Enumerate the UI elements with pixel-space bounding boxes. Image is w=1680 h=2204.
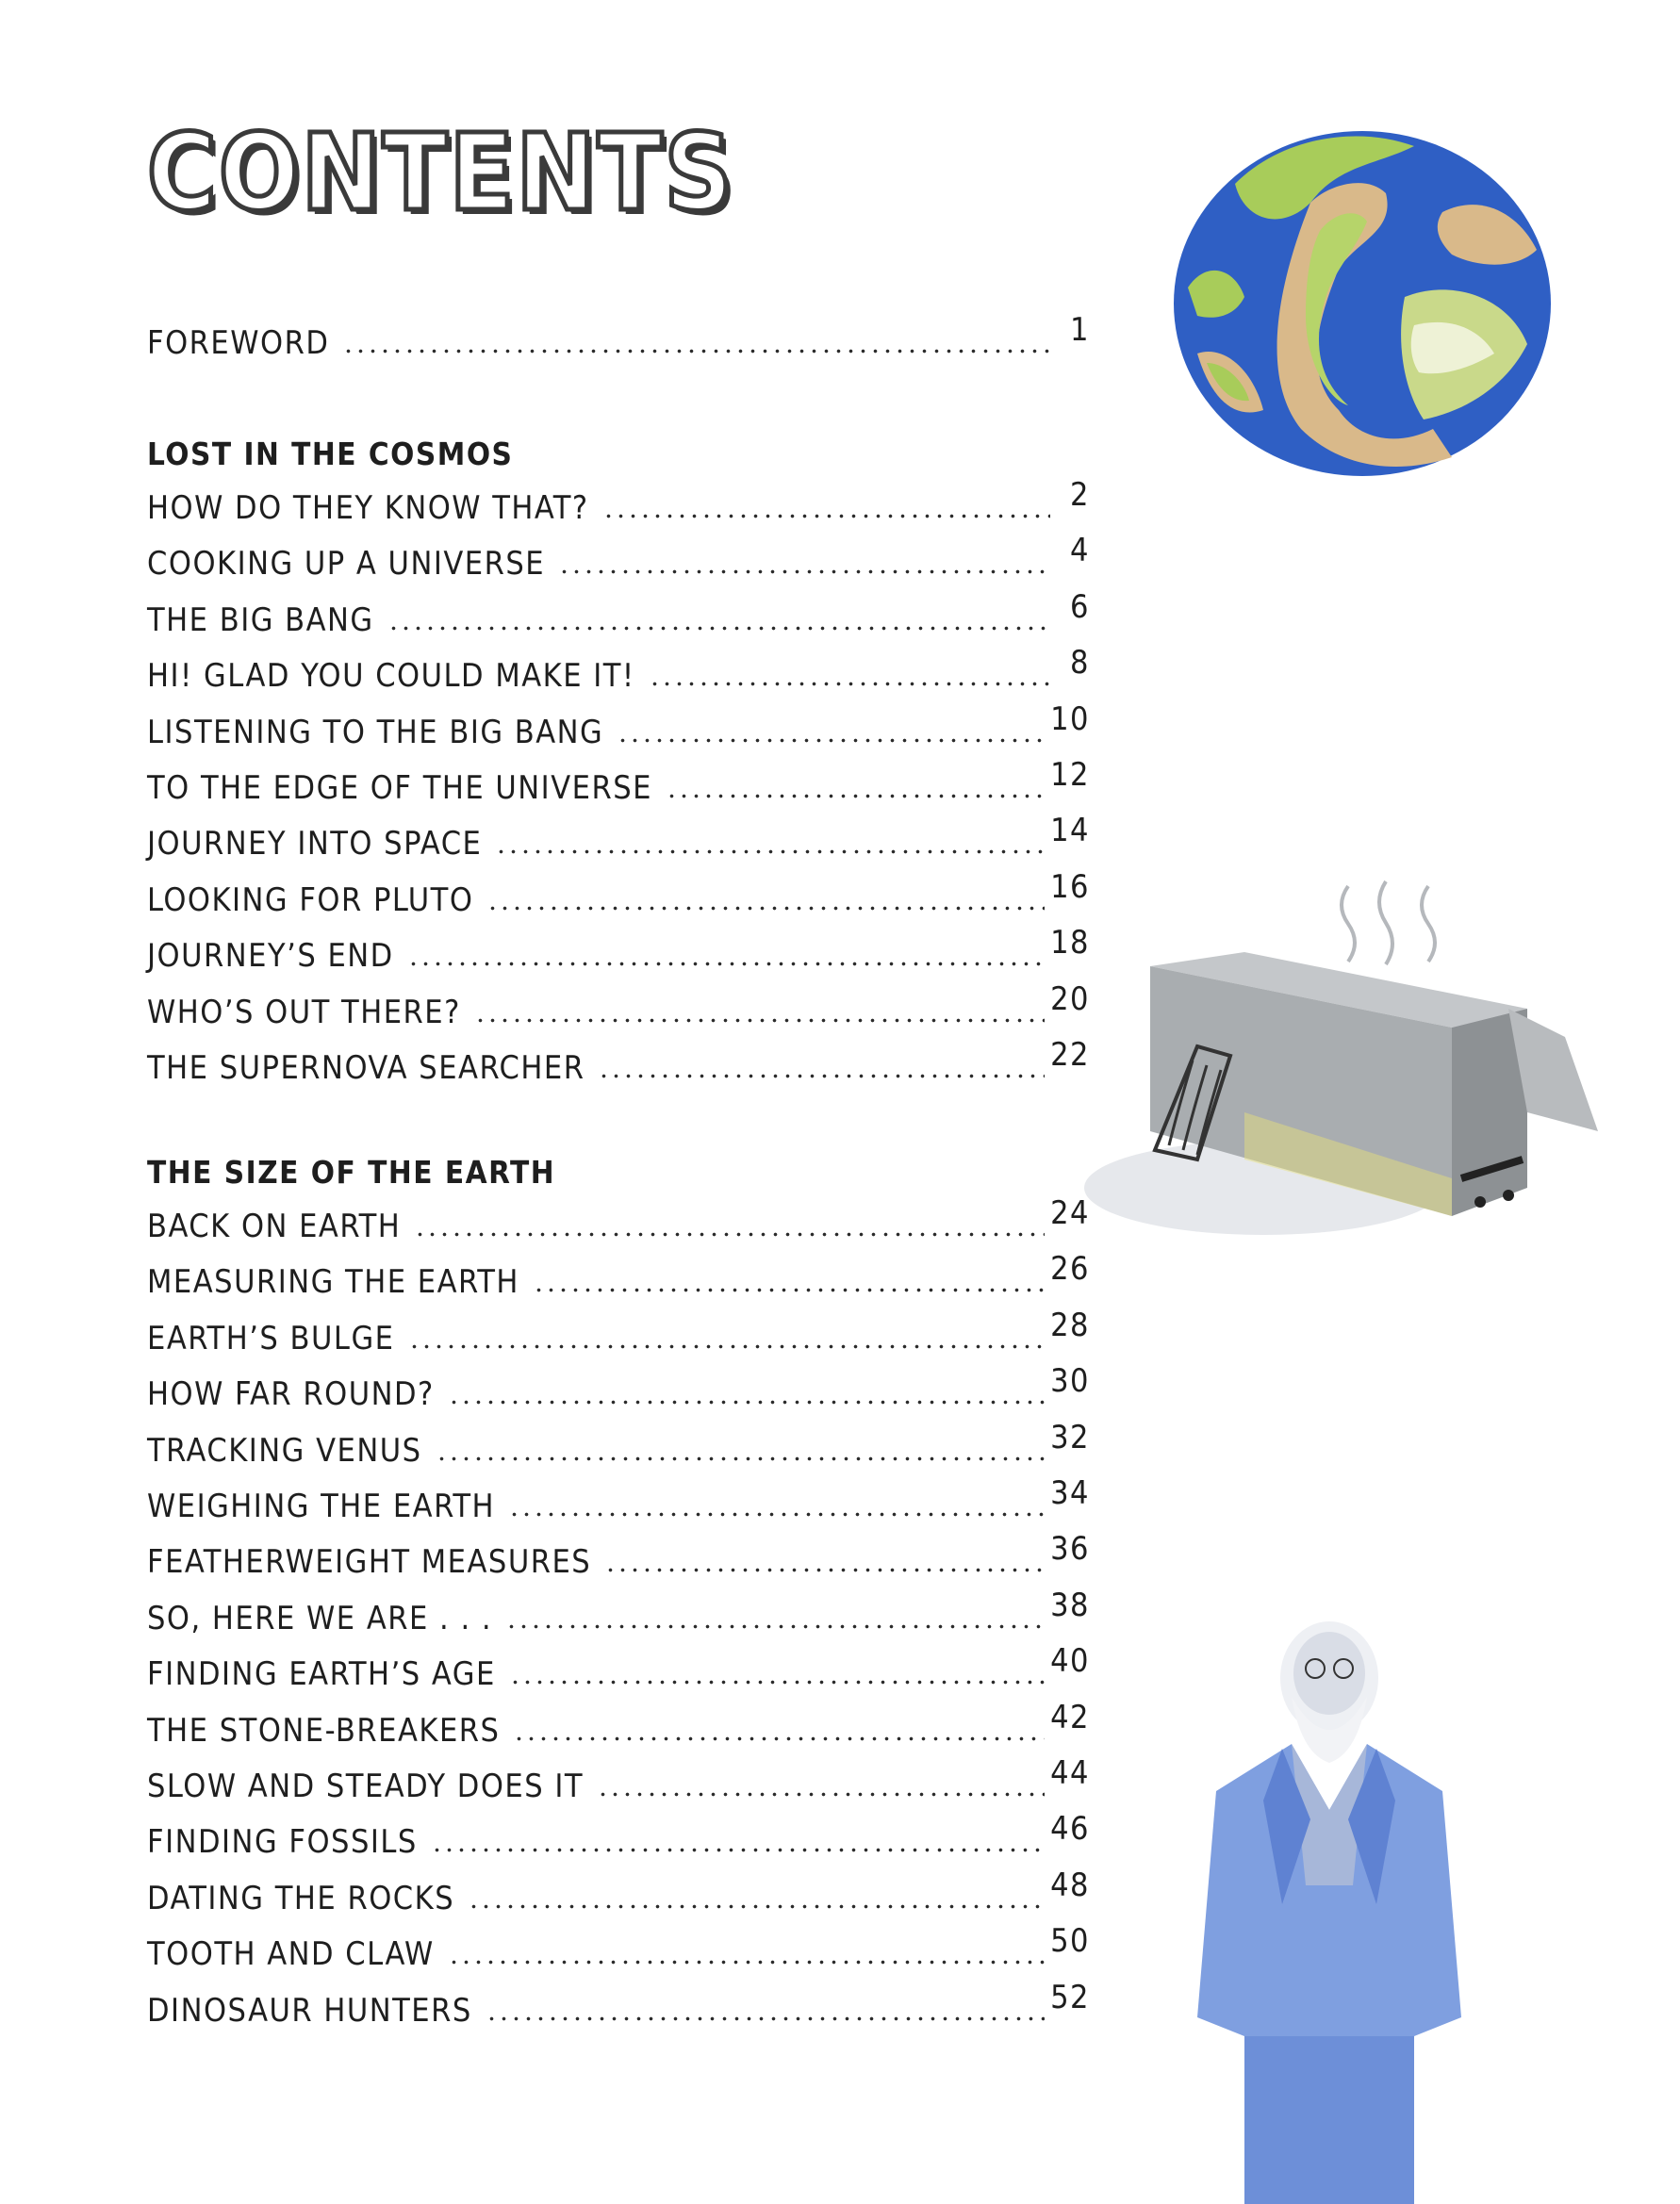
toc-entry-label: DINOSAUR HUNTERS <box>147 1991 472 2030</box>
dot-leader <box>513 1736 1045 1741</box>
toc-page-number: 34 <box>1050 1474 1090 1512</box>
toc-entry-label: HOW DO THEY KNOW THAT? <box>147 489 589 527</box>
toc-entry[interactable] <box>147 756 1090 807</box>
dot-leader <box>597 1792 1045 1797</box>
dot-leader <box>436 1456 1046 1461</box>
dot-leader <box>598 1074 1045 1078</box>
dot-leader <box>468 1904 1045 1909</box>
toc-entry-label: FEATHERWEIGHT MEASURES <box>147 1543 592 1582</box>
toc-page-number: 12 <box>1050 756 1090 794</box>
toc-page-number: 20 <box>1050 979 1090 1018</box>
toc-entry[interactable] <box>147 812 1090 864</box>
toc-entry-label: FINDING EARTH’S AGE <box>147 1655 496 1694</box>
toc-page-number: 24 <box>1050 1194 1090 1232</box>
toc-page-number: 36 <box>1050 1530 1090 1569</box>
toc-entry[interactable] <box>147 1642 1090 1694</box>
toc-entry[interactable] <box>147 1922 1090 1974</box>
toc-entry-label: THE BIG BANG <box>147 600 374 639</box>
toc-entry-label: SLOW AND STEADY DOES IT <box>147 1768 585 1805</box>
toc-entry[interactable] <box>147 1362 1090 1414</box>
dot-leader <box>408 1344 1046 1349</box>
toc-entry[interactable] <box>147 699 1090 751</box>
toc-entry[interactable] <box>147 924 1090 976</box>
toc-entry-label: FINDING FOSSILS <box>147 1823 418 1862</box>
toc-page-number: 26 <box>1050 1250 1090 1289</box>
toc-entry-label: FOREWORD <box>147 324 330 362</box>
toc-page-number: 1 <box>1070 311 1090 349</box>
toc-entry[interactable] <box>147 587 1090 639</box>
toc-entry[interactable] <box>147 644 1090 696</box>
dot-leader <box>509 1680 1045 1685</box>
toc-entry[interactable] <box>147 1250 1090 1302</box>
toc-entry-label: WEIGHING THE EARTH <box>147 1488 496 1525</box>
toc-entry[interactable] <box>147 1194 1090 1245</box>
toc-page-number: 42 <box>1050 1698 1090 1736</box>
dot-leader <box>448 1960 1045 1965</box>
toc-entry-label: LISTENING TO THE BIG BANG <box>147 713 604 751</box>
toc-entry[interactable] <box>147 1036 1090 1087</box>
toc-entry-label: EARTH’S BULGE <box>147 1319 395 1357</box>
toc-page-number: 32 <box>1050 1418 1090 1456</box>
toc-entry[interactable] <box>147 1978 1090 2030</box>
toc-entry[interactable] <box>147 867 1090 919</box>
dot-leader <box>617 738 1045 743</box>
toc-entry[interactable] <box>147 1306 1090 1357</box>
toc-page-number: 46 <box>1050 1810 1090 1849</box>
dot-leader <box>602 514 1050 518</box>
toc-entry-label: HI! GLAD YOU COULD MAKE IT! <box>147 657 635 696</box>
toc-page-number: 16 <box>1050 867 1090 906</box>
toc-page-number: 22 <box>1050 1036 1090 1074</box>
toc-entry-label: LOOKING FOR PLUTO <box>147 880 474 919</box>
toc-page-number: 38 <box>1050 1586 1090 1624</box>
toc-entry-label: THE SUPERNOVA SEARCHER <box>147 1049 585 1087</box>
dot-leader <box>431 1848 1045 1852</box>
toc-entry[interactable] <box>147 979 1090 1031</box>
toc-page-number: 50 <box>1050 1922 1090 1961</box>
toc-entry[interactable] <box>147 1418 1090 1470</box>
dot-leader <box>604 1568 1045 1572</box>
dot-leader <box>558 569 1050 574</box>
section-heading: LOST IN THE COSMOS <box>147 436 514 472</box>
toc-page-number: 6 <box>1070 587 1090 626</box>
toc-page-number: 48 <box>1050 1866 1090 1904</box>
toc-page-number: 10 <box>1050 699 1090 738</box>
toc-entry[interactable] <box>147 1866 1090 1917</box>
dot-leader <box>508 1512 1045 1517</box>
toc-entry-label: HOW FAR ROUND? <box>147 1375 435 1414</box>
toc-entry[interactable] <box>147 1474 1090 1525</box>
toc-page-number: 18 <box>1050 924 1090 962</box>
dot-leader <box>505 1624 1045 1629</box>
toc-page-number: 4 <box>1070 532 1090 570</box>
toc-page-number: 8 <box>1070 644 1090 683</box>
dot-leader <box>387 626 1050 631</box>
toc-entry[interactable] <box>147 1810 1090 1862</box>
toc-entry[interactable] <box>147 1530 1090 1582</box>
bearded-scientist-illustration <box>1178 1603 1480 2204</box>
toc-entry-foreword[interactable] <box>147 311 1090 362</box>
section-heading: THE SIZE OF THE EARTH <box>147 1154 556 1191</box>
toc-page-number: 44 <box>1050 1754 1090 1792</box>
toc-entry-label: COOKING UP A UNIVERSE <box>147 545 546 584</box>
toc-entry[interactable] <box>147 1586 1090 1637</box>
dot-leader <box>666 794 1045 798</box>
toc-page-number: 40 <box>1050 1642 1090 1681</box>
toc-entry-label: THE STONE-BREAKERS <box>147 1711 501 1750</box>
earth-globe-illustration <box>1169 127 1556 476</box>
toc-entry[interactable] <box>147 1754 1090 1805</box>
dot-leader <box>533 1288 1045 1292</box>
dot-leader <box>486 2016 1045 2021</box>
toc-entry[interactable] <box>147 532 1090 584</box>
dot-leader <box>407 962 1045 966</box>
toc-entry-label: JOURNEY’S END <box>147 937 394 976</box>
dot-leader <box>474 1018 1045 1023</box>
toc-page-number: 30 <box>1050 1362 1090 1401</box>
toc-entry-label: DATING THE ROCKS <box>147 1879 455 1917</box>
dot-leader <box>414 1232 1045 1237</box>
dot-leader <box>342 349 1050 354</box>
toc-entry-label: MEASURING THE EARTH <box>147 1263 519 1302</box>
toc-page-number: 2 <box>1070 476 1090 514</box>
dot-leader <box>448 1400 1045 1405</box>
dot-leader <box>486 906 1045 911</box>
toc-entry-label: TOOTH AND CLAW <box>147 1935 435 1974</box>
toc-entry-label: WHO’S OUT THERE? <box>147 993 461 1031</box>
toc-entry-label: BACK ON EARTH <box>147 1208 402 1245</box>
toc-entry-label: JOURNEY INTO SPACE <box>147 825 483 864</box>
dot-leader <box>495 849 1045 854</box>
page-title: CONTENTS <box>147 112 735 235</box>
smoking-metal-box-illustration <box>1056 877 1622 1244</box>
toc-page-number: 52 <box>1050 1978 1090 2016</box>
toc-page-number: 14 <box>1050 812 1090 850</box>
toc-page-number: 28 <box>1050 1306 1090 1344</box>
dot-leader <box>649 682 1050 686</box>
toc-entry-label: TRACKING VENUS <box>147 1431 422 1470</box>
toc-entry[interactable] <box>147 476 1090 527</box>
toc-entry-label: SO, HERE WE ARE . . . <box>147 1599 493 1637</box>
toc-entry[interactable] <box>147 1698 1090 1750</box>
toc-entry-label: TO THE EDGE OF THE UNIVERSE <box>147 769 652 807</box>
